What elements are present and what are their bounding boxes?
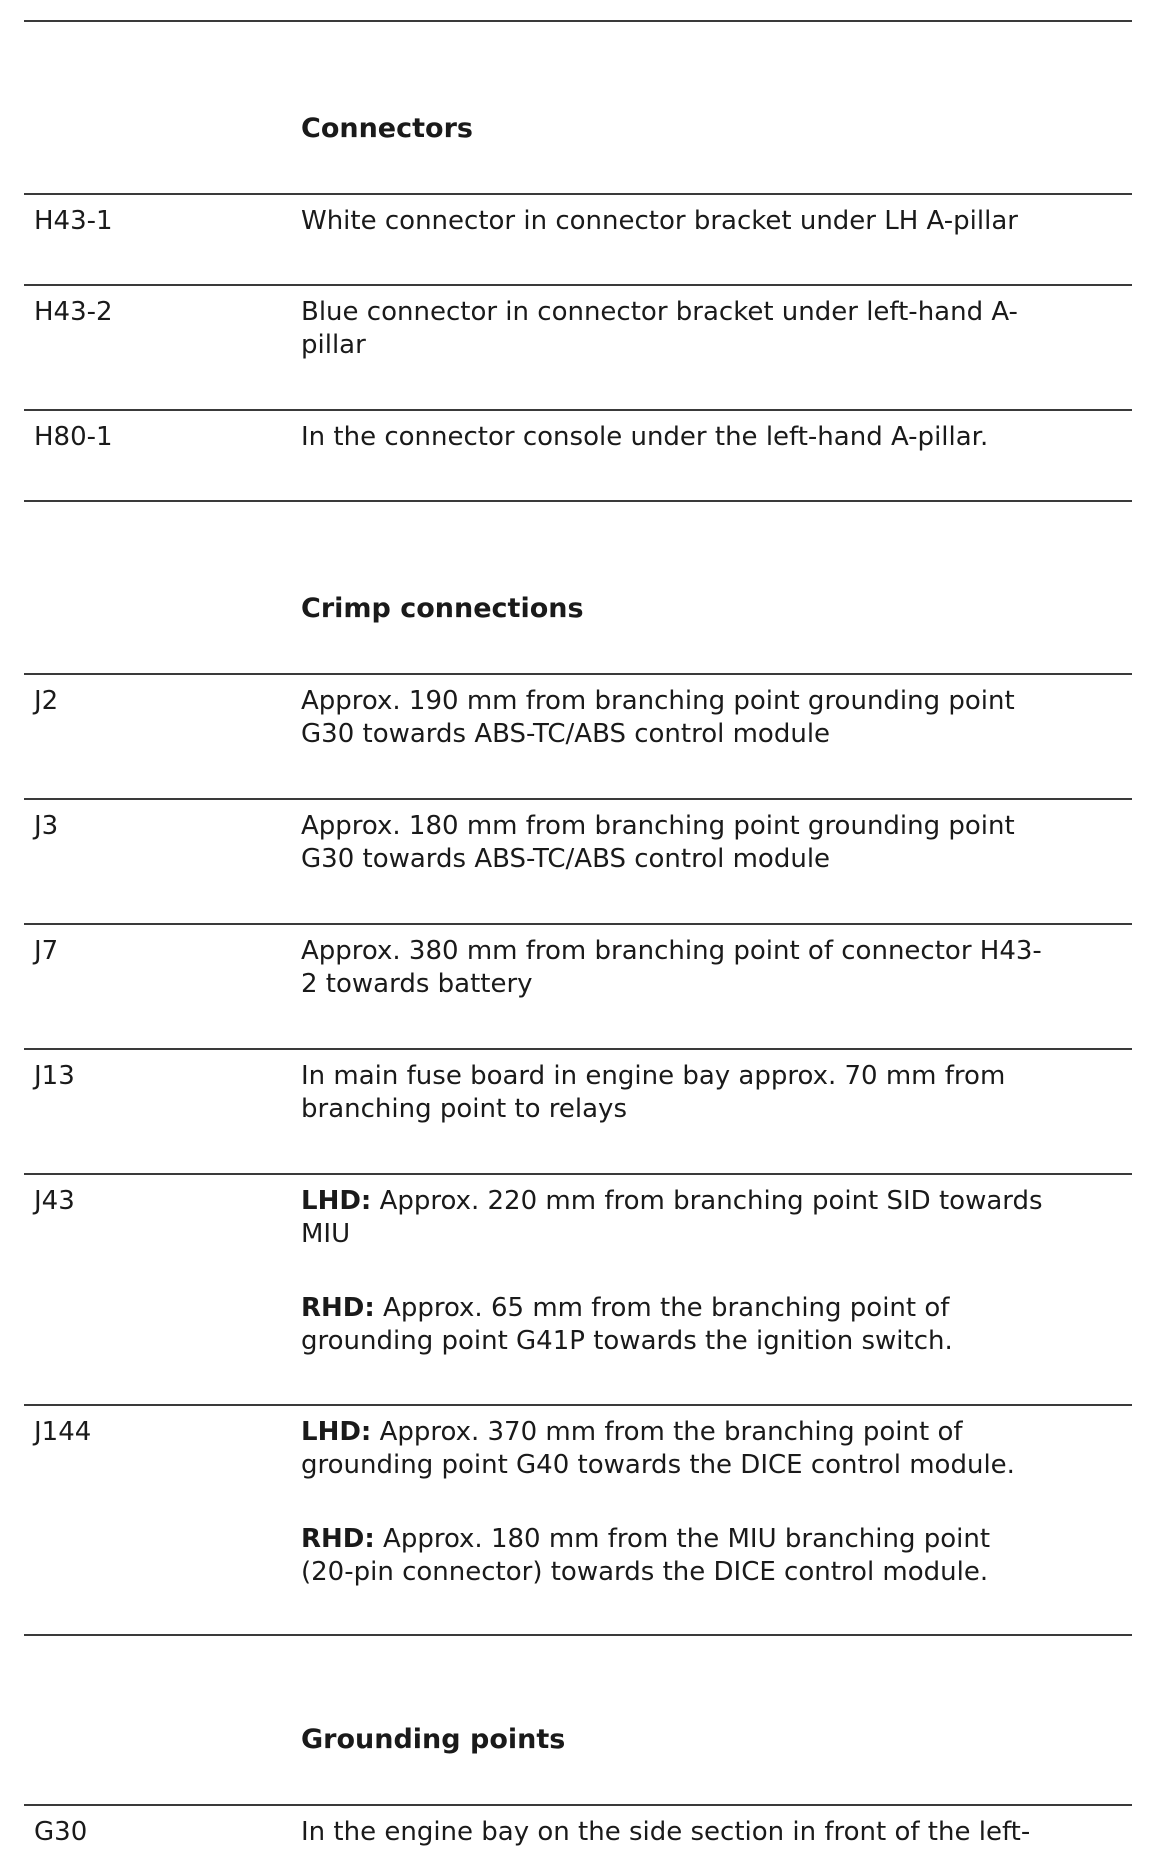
row-code-j2: J2	[34, 686, 59, 716]
description-line: In the connector console under the left-hand A-pillar.	[301, 422, 989, 452]
row-description-j144-rhd	[301, 1523, 1131, 1589]
lhd-tag: LHD:	[301, 1417, 372, 1447]
description-line: Approx. 190 mm from branching point grounding point	[301, 686, 1015, 716]
divider	[24, 1048, 1132, 1050]
rhd-tag: RHD:	[301, 1524, 375, 1554]
description-line	[301, 1523, 1131, 1556]
row-description-j7	[301, 935, 1131, 1001]
divider	[24, 1404, 1132, 1406]
row-code-j3: J3	[34, 811, 59, 841]
description-line: Approx. 180 mm from branching point grounding point	[301, 811, 1015, 841]
divider	[24, 1634, 1132, 1636]
description-line: White connector in connector bracket under LH A-pillar	[301, 206, 1018, 236]
description-line: branching point to relays	[301, 1094, 627, 1124]
row-code-j43: J43	[34, 1186, 75, 1216]
row-description-j13	[301, 1060, 1131, 1126]
description-line: G30 towards ABS-TC/ABS control module	[301, 719, 831, 749]
row-description-h43-2	[301, 296, 1131, 362]
description-line: 2 towards battery	[301, 969, 533, 999]
divider	[24, 193, 1132, 195]
row-code-j7: J7	[34, 936, 59, 966]
section-heading-crimp-connections: Crimp connections	[301, 593, 584, 624]
divider	[24, 409, 1132, 411]
lhd-text: Approx. 220 mm from branching point SID towards	[371, 1186, 1043, 1216]
row-code-j13: J13	[34, 1061, 75, 1091]
section-heading-grounding-points: Grounding points	[301, 1724, 566, 1755]
description-line: In main fuse board in engine bay approx. 70 mm from	[301, 1061, 1006, 1091]
description-line: Blue connector in connector bracket under left-hand A-	[301, 297, 1018, 327]
row-description-j43-lhd	[301, 1185, 1131, 1251]
description-line	[301, 1292, 1131, 1325]
description-line: Approx. 380 mm from branching point of connector H43-	[301, 936, 1042, 966]
divider	[24, 500, 1132, 502]
divider	[24, 20, 1132, 22]
lhd-text: Approx. 370 mm from the branching point of	[371, 1417, 963, 1447]
row-code-h80-1: H80-1	[34, 422, 113, 452]
description-line: (20-pin connector) towards the DICE control module.	[301, 1557, 989, 1587]
description-line: G30 towards ABS-TC/ABS control module	[301, 844, 831, 874]
description-line: In the engine bay on the side section in front of the left-	[301, 1817, 1031, 1847]
rhd-text: Approx. 65 mm from the branching point of	[374, 1293, 950, 1323]
divider	[24, 1173, 1132, 1175]
rhd-tag: RHD:	[301, 1293, 375, 1323]
row-code-h43-1: H43-1	[34, 206, 113, 236]
divider	[24, 798, 1132, 800]
divider	[24, 923, 1132, 925]
row-description-j144-lhd	[301, 1416, 1131, 1482]
description-line: grounding point G41P towards the ignition switch.	[301, 1326, 953, 1356]
lhd-tag: LHD:	[301, 1186, 372, 1216]
row-description-g30	[301, 1816, 1131, 1849]
row-description-j2	[301, 685, 1131, 751]
row-description-j3	[301, 810, 1131, 876]
rhd-text: Approx. 180 mm from the MIU branching point	[374, 1524, 991, 1554]
row-description-j43-rhd	[301, 1292, 1131, 1358]
description-line	[301, 1185, 1131, 1218]
row-code-j144: J144	[34, 1417, 92, 1447]
divider	[24, 673, 1132, 675]
row-description-h43-1	[301, 205, 1131, 238]
row-description-h80-1	[301, 421, 1131, 454]
divider	[24, 284, 1132, 286]
row-code-g30: G30	[34, 1817, 88, 1847]
divider	[24, 1804, 1132, 1806]
description-line: MIU	[301, 1219, 351, 1249]
description-line	[301, 1416, 1131, 1449]
row-code-h43-2: H43-2	[34, 297, 113, 327]
section-heading-connectors: Connectors	[301, 113, 473, 144]
description-line: grounding point G40 towards the DICE control module.	[301, 1450, 1015, 1480]
description-line: pillar	[301, 330, 366, 360]
